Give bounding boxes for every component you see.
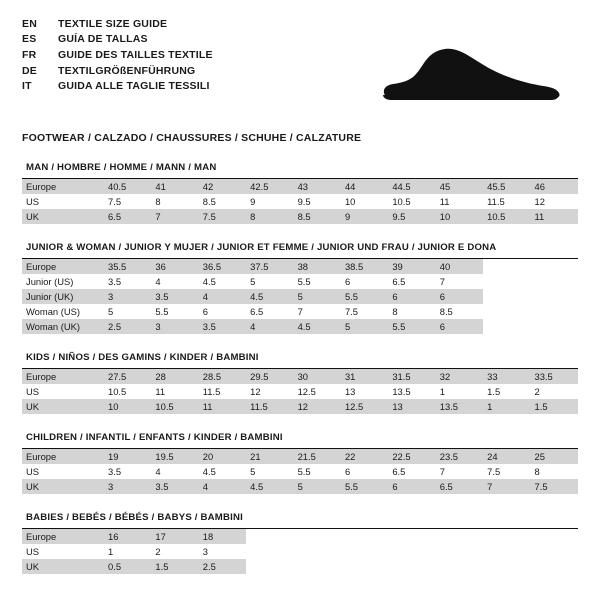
cell: 20 xyxy=(199,449,246,464)
language-title: TEXTILE SIZE GUIDE xyxy=(58,17,168,30)
cell: 44 xyxy=(341,179,388,194)
cell: 7 xyxy=(436,464,483,479)
cell xyxy=(531,304,578,319)
cell: 1.5 xyxy=(151,559,198,574)
cell: 7.5 xyxy=(531,479,578,494)
row-label: Europe xyxy=(22,369,104,384)
language-title: GUIDA ALLE TAGLIE TESSILI xyxy=(58,80,210,93)
cell: 31 xyxy=(341,369,388,384)
cell: 1 xyxy=(436,384,483,399)
table-row xyxy=(22,274,578,289)
cell: 2.5 xyxy=(199,559,246,574)
cell: 45 xyxy=(436,179,483,194)
cell: 3.5 xyxy=(104,464,151,479)
cell: 21.5 xyxy=(294,449,341,464)
cell: 9.5 xyxy=(388,209,435,224)
cell: 5.5 xyxy=(341,289,388,304)
cell: 5 xyxy=(294,479,341,494)
cell: 28 xyxy=(151,369,198,384)
cell: 8 xyxy=(151,194,198,209)
cell: 6 xyxy=(436,319,483,334)
row-label: Europe xyxy=(22,449,104,464)
table-row xyxy=(22,319,578,334)
cell: 7 xyxy=(151,209,198,224)
language-code: FR xyxy=(22,48,37,61)
cell xyxy=(388,529,435,544)
cell: 40.5 xyxy=(104,179,151,194)
language-title: GUÍA DE TALLAS xyxy=(58,33,148,46)
cell: 3 xyxy=(151,319,198,334)
cell: 8 xyxy=(388,304,435,319)
cell xyxy=(388,544,435,559)
cell: 3.5 xyxy=(199,319,246,334)
cell xyxy=(294,544,341,559)
cell: 33.5 xyxy=(531,369,578,384)
cell xyxy=(531,289,578,304)
cell xyxy=(531,274,578,289)
language-title-list xyxy=(22,16,213,94)
cell xyxy=(436,529,483,544)
cell: 36 xyxy=(151,259,198,274)
cell: 21 xyxy=(246,449,293,464)
cell: 4.5 xyxy=(199,274,246,289)
cell: 3.5 xyxy=(151,289,198,304)
footwear-banner: FOOTWEAR / CALZADO / CHAUSSURES / SCHUHE / CALZATURE xyxy=(22,132,362,144)
language-title: TEXTILGRÖßENFÜHRUNG xyxy=(58,64,196,77)
cell: 10.5 xyxy=(388,194,435,209)
cell: 5 xyxy=(341,319,388,334)
cell: 38 xyxy=(294,259,341,274)
table-row xyxy=(22,209,578,224)
cell: 22.5 xyxy=(388,449,435,464)
cell: 5.5 xyxy=(294,464,341,479)
cell: 30 xyxy=(294,369,341,384)
cell: 13 xyxy=(341,384,388,399)
table-row xyxy=(22,464,578,479)
cell: 10.5 xyxy=(483,209,530,224)
cell: 5 xyxy=(246,464,293,479)
cell: 7 xyxy=(436,274,483,289)
row-label: US xyxy=(22,544,104,559)
section-kids xyxy=(22,352,578,414)
cell: 8.5 xyxy=(436,304,483,319)
cell: 5.5 xyxy=(388,319,435,334)
cell xyxy=(341,544,388,559)
cell: 19.5 xyxy=(151,449,198,464)
size-table-children xyxy=(22,449,578,494)
cell: 11 xyxy=(199,399,246,414)
cell: 39 xyxy=(388,259,435,274)
table-row xyxy=(22,449,578,464)
cell: 6.5 xyxy=(246,304,293,319)
row-label: Woman (UK) xyxy=(22,319,104,334)
section-children xyxy=(22,432,578,494)
cell: 2 xyxy=(531,384,578,399)
cell: 32 xyxy=(436,369,483,384)
cell xyxy=(531,529,578,544)
row-label: UK xyxy=(22,479,104,494)
cell: 10.5 xyxy=(151,399,198,414)
cell: 46 xyxy=(531,179,578,194)
cell: 41 xyxy=(151,179,198,194)
cell: 37.5 xyxy=(246,259,293,274)
section-title: MAN / HOMBRE / HOMME / MANN / MAN xyxy=(22,162,578,179)
cell: 10 xyxy=(436,209,483,224)
size-table-man xyxy=(22,179,578,224)
row-label: US xyxy=(22,194,104,209)
cell: 42.5 xyxy=(246,179,293,194)
cell: 7 xyxy=(294,304,341,319)
section-title: BABIES / BEBÉS / BÉBÉS / BABYS / BAMBINI xyxy=(22,512,578,529)
language-code: IT xyxy=(22,80,32,93)
table-row xyxy=(22,559,578,574)
table-row xyxy=(22,399,578,414)
section-junior-woman xyxy=(22,242,578,334)
cell: 6 xyxy=(388,289,435,304)
cell: 4 xyxy=(151,274,198,289)
table-row xyxy=(22,384,578,399)
cell: 12.5 xyxy=(294,384,341,399)
cell: 11.5 xyxy=(199,384,246,399)
cell: 6 xyxy=(341,274,388,289)
cell: 40 xyxy=(436,259,483,274)
cell: 8 xyxy=(531,464,578,479)
language-row xyxy=(22,32,213,48)
cell: 18 xyxy=(199,529,246,544)
cell: 12 xyxy=(246,384,293,399)
cell: 4.5 xyxy=(294,319,341,334)
cell: 42 xyxy=(199,179,246,194)
row-label: Junior (UK) xyxy=(22,289,104,304)
cell: 12.5 xyxy=(341,399,388,414)
cell xyxy=(483,529,530,544)
cell: 8 xyxy=(246,209,293,224)
row-label: UK xyxy=(22,399,104,414)
cell xyxy=(483,274,530,289)
cell xyxy=(531,319,578,334)
cell xyxy=(294,529,341,544)
cell: 3 xyxy=(104,479,151,494)
cell: 16 xyxy=(104,529,151,544)
table-row xyxy=(22,369,578,384)
language-row xyxy=(22,16,213,32)
cell: 10 xyxy=(341,194,388,209)
cell: 6 xyxy=(388,479,435,494)
cell: 13 xyxy=(388,399,435,414)
cell: 13.5 xyxy=(388,384,435,399)
cell xyxy=(388,559,435,574)
cell: 3.5 xyxy=(104,274,151,289)
cell: 27.5 xyxy=(104,369,151,384)
cell xyxy=(483,559,530,574)
cell: 4.5 xyxy=(246,289,293,304)
cell: 10.5 xyxy=(104,384,151,399)
cell: 4 xyxy=(151,464,198,479)
cell: 38.5 xyxy=(341,259,388,274)
cell: 7.5 xyxy=(104,194,151,209)
cell: 1.5 xyxy=(483,384,530,399)
cell: 3 xyxy=(199,544,246,559)
cell xyxy=(531,259,578,274)
row-label: UK xyxy=(22,559,104,574)
cell: 36.5 xyxy=(199,259,246,274)
cell: 9 xyxy=(341,209,388,224)
cell: 6.5 xyxy=(388,274,435,289)
cell: 17 xyxy=(151,529,198,544)
cell: 7.5 xyxy=(199,209,246,224)
cell xyxy=(436,544,483,559)
row-label: Europe xyxy=(22,259,104,274)
language-code: ES xyxy=(22,33,37,46)
cell: 1 xyxy=(483,399,530,414)
cell: 2 xyxy=(151,544,198,559)
cell: 5.5 xyxy=(294,274,341,289)
cell xyxy=(483,544,530,559)
section-babies xyxy=(22,512,578,574)
cell xyxy=(483,289,530,304)
language-title: GUIDE DES TAILLES TEXTILE xyxy=(58,48,213,61)
page-header xyxy=(22,16,578,118)
cell: 6 xyxy=(436,289,483,304)
row-label: Woman (US) xyxy=(22,304,104,319)
cell: 33 xyxy=(483,369,530,384)
row-label: Europe xyxy=(22,529,104,544)
cell: 12 xyxy=(531,194,578,209)
cell xyxy=(246,529,293,544)
cell: 6.5 xyxy=(436,479,483,494)
row-label: US xyxy=(22,464,104,479)
cell: 23.5 xyxy=(436,449,483,464)
cell: 9 xyxy=(246,194,293,209)
cell: 11 xyxy=(436,194,483,209)
cell: 4.5 xyxy=(199,464,246,479)
cell: 3.5 xyxy=(151,479,198,494)
cell: 0.5 xyxy=(104,559,151,574)
cell xyxy=(483,259,530,274)
cell: 11.5 xyxy=(483,194,530,209)
table-row xyxy=(22,259,578,274)
cell: 5.5 xyxy=(151,304,198,319)
cell: 9.5 xyxy=(294,194,341,209)
cell: 11 xyxy=(531,209,578,224)
cell xyxy=(531,544,578,559)
cell: 22 xyxy=(341,449,388,464)
cell: 28.5 xyxy=(199,369,246,384)
cell xyxy=(531,559,578,574)
cell: 19 xyxy=(104,449,151,464)
language-code: EN xyxy=(22,17,37,30)
cell xyxy=(246,544,293,559)
cell: 7 xyxy=(483,479,530,494)
language-title-rows xyxy=(22,16,213,94)
cell: 13.5 xyxy=(436,399,483,414)
language-code: DE xyxy=(22,64,37,77)
cell: 8.5 xyxy=(294,209,341,224)
cell: 11.5 xyxy=(246,399,293,414)
size-table-junior-woman xyxy=(22,259,578,334)
cell: 10 xyxy=(104,399,151,414)
section-title: JUNIOR & WOMAN / JUNIOR Y MUJER / JUNIOR ET FEMME / JUNIOR UND FRAU / JUNIOR E DONA xyxy=(22,242,578,259)
cell: 7.5 xyxy=(483,464,530,479)
row-label: Junior (US) xyxy=(22,274,104,289)
cell: 6.5 xyxy=(104,209,151,224)
cell: 24 xyxy=(483,449,530,464)
cell xyxy=(341,529,388,544)
language-row xyxy=(22,47,213,63)
cell: 35.5 xyxy=(104,259,151,274)
cell: 11 xyxy=(151,384,198,399)
cell: 5 xyxy=(246,274,293,289)
size-table-babies xyxy=(22,529,578,574)
cell: 4 xyxy=(199,479,246,494)
section-man xyxy=(22,162,578,224)
language-row xyxy=(22,79,213,95)
cell: 2.5 xyxy=(104,319,151,334)
cell: 1.5 xyxy=(531,399,578,414)
section-title: CHILDREN / INFANTIL / ENFANTS / KINDER / BAMBINI xyxy=(22,432,578,449)
cell: 4.5 xyxy=(246,479,293,494)
table-row xyxy=(22,304,578,319)
cell: 25 xyxy=(531,449,578,464)
cell: 3 xyxy=(104,289,151,304)
dress-shoe-icon xyxy=(370,34,570,118)
cell: 6 xyxy=(199,304,246,319)
cell: 12 xyxy=(294,399,341,414)
cell: 8.5 xyxy=(199,194,246,209)
row-label: UK xyxy=(22,209,104,224)
cell: 6.5 xyxy=(388,464,435,479)
cell: 29.5 xyxy=(246,369,293,384)
cell xyxy=(246,559,293,574)
language-row xyxy=(22,63,213,79)
cell: 43 xyxy=(294,179,341,194)
cell xyxy=(483,319,530,334)
table-row xyxy=(22,544,578,559)
cell: 5.5 xyxy=(341,479,388,494)
cell: 45.5 xyxy=(483,179,530,194)
section-title: KIDS / NIÑOS / DES GAMINS / KINDER / BAMBINI xyxy=(22,352,578,369)
row-label: Europe xyxy=(22,179,104,194)
size-table-kids xyxy=(22,369,578,414)
table-row xyxy=(22,289,578,304)
cell: 4 xyxy=(199,289,246,304)
table-row xyxy=(22,479,578,494)
row-label: US xyxy=(22,384,104,399)
cell: 5 xyxy=(104,304,151,319)
table-row xyxy=(22,179,578,194)
cell xyxy=(294,559,341,574)
cell: 5 xyxy=(294,289,341,304)
cell xyxy=(341,559,388,574)
table-row xyxy=(22,194,578,209)
cell: 1 xyxy=(104,544,151,559)
cell: 31.5 xyxy=(388,369,435,384)
table-row xyxy=(22,529,578,544)
cell xyxy=(483,304,530,319)
cell: 6 xyxy=(341,464,388,479)
cell: 4 xyxy=(246,319,293,334)
cell: 7.5 xyxy=(341,304,388,319)
cell xyxy=(436,559,483,574)
cell: 44.5 xyxy=(388,179,435,194)
